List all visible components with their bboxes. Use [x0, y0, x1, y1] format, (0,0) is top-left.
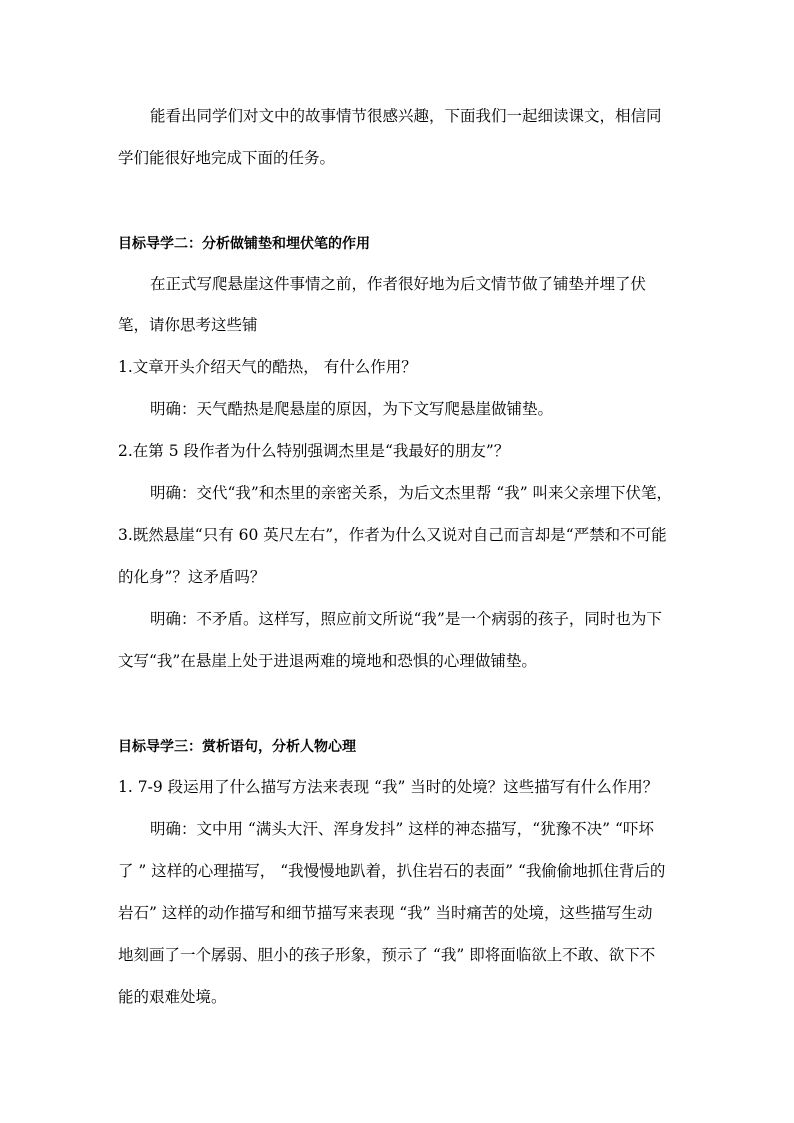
answer-3-line-2: 文写“我”在悬崖上处于进退两难的境地和恐惧的心理做铺垫。 — [118, 652, 537, 670]
answer-1: 明确：天气酷热是爬悬崖的原因，为下文写爬悬崖做铺垫。 — [150, 400, 554, 418]
question-3-line-2: 的化身”？这矛盾吗？ — [118, 568, 266, 586]
section3-answer-line-5: 能的艰难处境。 — [118, 988, 227, 1006]
section2-heading: 目标导学二：分析做铺垫和埋伏笔的作用 — [118, 236, 370, 252]
question-3-line-1: 3.既然悬崖“只有 60 英尺左右”，作者为什么又说对自己而言却是“严禁和不可能 — [118, 526, 667, 544]
answer-3-line-1: 明确：不矛盾。这样写，照应前文所说“我”是一个病弱的孩子，同时也为下 — [150, 610, 662, 628]
answer-2: 明确：交代“我”和杰里的亲密关系，为后文杰里帮 “我” 叫来父亲埋下伏笔， — [150, 484, 673, 502]
section3-heading: 目标导学三：赏析语句，分析人物心理 — [118, 739, 356, 755]
section3-answer-line-3: 岩石” 这样的动作描写和细节描写来表现 “我” 当时痛苦的处境，这些描写生动 — [118, 904, 653, 922]
intro-line-2: 学们能很好地完成下面的任务。 — [118, 149, 336, 167]
section3-answer-line-1: 明确：文中用 “满头大汗、浑身发抖” 这样的神态描写，“犹豫不决” “吓坏 — [150, 820, 654, 838]
intro-line-1: 能看出同学们对文中的故事情节很感兴趣，下面我们一起细读课文，相信同 — [150, 107, 662, 125]
section3-answer-line-2: 了 ” 这样的心理描写， “我慢慢地趴着，扒住岩石的表面” “我偷偷地抓住背后的 — [118, 862, 666, 880]
question-2: 2.在第 5 段作者为什么特别强调杰里是“我最好的朋友”？ — [118, 442, 510, 460]
section3-question-1: 1. 7-9 段运用了什么描写方法来表现 “我” 当时的处境？这些描写有什么作用？ — [118, 778, 659, 796]
section2-paragraph-line-2: 笔，请你思考这些铺 — [118, 316, 258, 334]
section2-paragraph-line-1: 在正式写爬悬崖这件事情之前，作者很好地为后文情节做了铺垫并埋了伏 — [150, 275, 647, 293]
question-1: 1.文章开头介绍天气的酷热， 有什么作用？ — [118, 358, 417, 376]
section3-answer-line-4: 地刻画了一个孱弱、胆小的孩子形象，预示了 “我” 即将面临欲上不敢、欲下不 — [118, 946, 656, 964]
